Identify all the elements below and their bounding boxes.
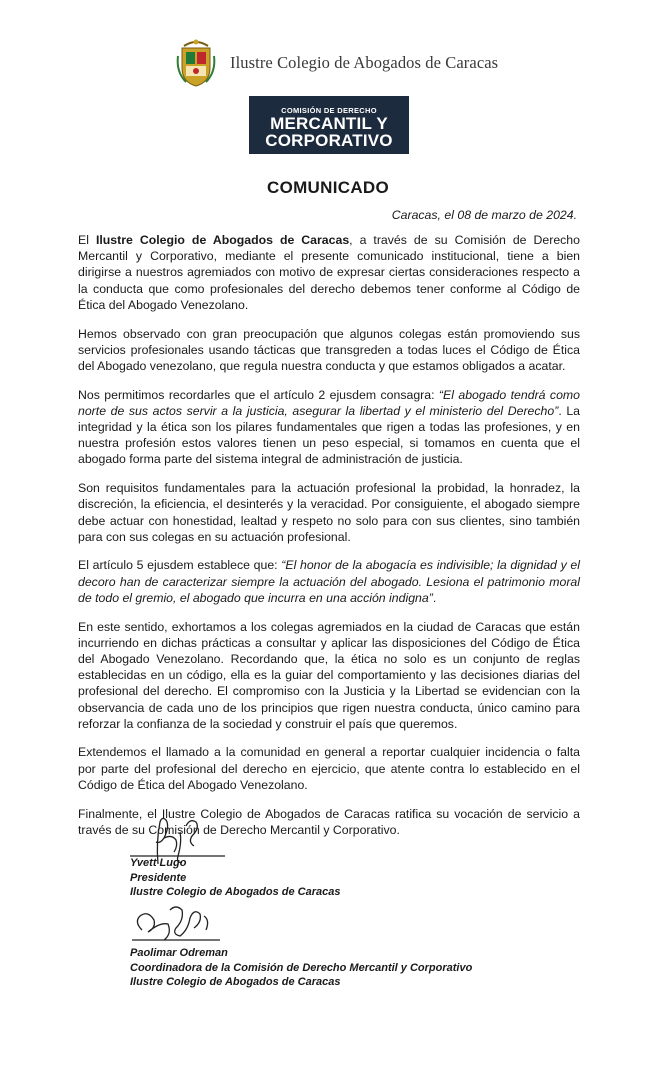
commission-logo-line3: CORPORATIVO	[265, 131, 393, 150]
paragraph-3: Nos permitimos recordarles que el artículo 2 ejusdem consagra: “El abogado tendrá como norte de sus actos servir a la justicia, asegurar la libertad y el ministerio del Derecho”. La integridad y la ética son los pilares fundamentales que rigen a todas las profesiones, y en nuestra profesión estos valores tienen un peso especial, si tomamos en cuenta que el abogado forma parte del sistema integral de administración de justicia.	[78, 387, 580, 467]
paragraph-8: Finalmente, el Ilustre Colegio de Abogados de Caracas ratifica su vocación de servicio a través de su Comisión de Derecho Mercantil y Corporativo.	[78, 806, 580, 837]
signature-2-icon	[124, 900, 234, 950]
paragraph-7: Extendemos el llamado a la comunidad en general a reportar cualquier incidencia o falta por parte del profesional del derecho en ejercicio, que atente contra lo establecido en el Código de Ética del Abogado Venezolano.	[78, 745, 580, 792]
commission-logo	[249, 96, 409, 154]
college-crest-icon	[176, 38, 216, 88]
letterhead	[176, 38, 498, 88]
signature-block-2	[130, 946, 472, 990]
paragraph-4: Son requisitos fundamentales para la actuación profesional la probidad, la honradez, la discreción, la eficiencia, el desinterés y la veracidad. Por consiguiente, el abogado siempre debe actuar con honestidad, lealtad y respeto no solo para con sus clientes, sino también para con sus colegas en su actuación profesional.	[78, 481, 580, 544]
signer-2-org: Ilustre Colegio de Abogados de Caracas	[130, 976, 341, 989]
signer-1-org: Ilustre Colegio de Abogados de Caracas	[130, 886, 341, 899]
paragraph-6: En este sentido, exhortamos a los colegas agremiados en la ciudad de Caracas que están incurriendo en dichas prácticas a consultar y aplicar las disposiciones del Código de Ética del Abogado Venezolano. Recordando que, la ética no solo es un conjunto de reglas establecidas en un código, ella es la guiar del comportamiento y las decisiones diarias del profesional del derecho. El compromiso con la Justicia y la Libertad se evidencian con la observancia de cada uno de los principios que rigen nuestra conducta, único camino para reforzar la confianza de la sociedad y construir el país que queremos.	[78, 619, 580, 731]
signer-2-name: Paolimar Odreman	[130, 947, 228, 959]
paragraph-1: El Ilustre Colegio de Abogados de Caracas, a través de su Comisión de Derecho Mercantil y Corporativo, mediante el presente comunicado institucional, tiene a bien dirigirse a nuestros agremiados con motivo de expresar ciertas consideraciones respecto a la conducta que como profesionales del derecho debemos tener conforme al Código de Ética del Abogado Venezolano.	[78, 233, 580, 312]
date-line: Caracas, el 08 de marzo de 2024.	[391, 208, 577, 222]
page-title: COMUNICADO	[267, 178, 389, 197]
signature-block-1	[130, 856, 340, 900]
letter-body	[78, 232, 580, 851]
signer-2-role: Coordinadora de la Comisión de Derecho Mercantil y Corporativo	[130, 961, 473, 974]
article-2-quote: “El abogado tendrá como norte de sus actos servir a la justicia, asegurar la libertad y el ministerio del Derecho”	[78, 387, 580, 418]
paragraph-5: El artículo 5 ejusdem establece que: “El honor de la abogacía es indivisible; la dignidad y el decoro han de caracterizar siempre la actuación del abogado. Lesiona el patrimonio moral de todo el gremio, el abogado que incurra en una acción indigna”.	[78, 558, 580, 605]
commission-logo-line2: MERCANTIL Y	[270, 114, 388, 133]
college-name: Ilustre Colegio de Abogados de Caracas	[230, 53, 499, 72]
signer-1-role: Presidente	[130, 871, 187, 884]
signer-1-name: Yvett Lugo	[130, 857, 187, 869]
commission-logo-line1: COMISIÓN DE DERECHO	[281, 106, 377, 115]
article-5-quote: “El honor de la abogacía es indivisible; la dignidad y el decoro han de caracterizar siempre la actuación del abogado. Lesiona el patrimonio moral de todo el gremio, el abogado que incurra en una acción indigna”	[78, 558, 580, 605]
college-name-bold: Ilustre Colegio de Abogados de Caracas	[95, 233, 350, 247]
paragraph-2: Hemos observado con gran preocupación que algunos colegas están promoviendo sus servicios profesionales usando tácticas que transgreden a todas luces el Código de Ética del Abogado venezolano, que regula nuestra conducta y que estamos obligados a acatar.	[78, 326, 580, 373]
